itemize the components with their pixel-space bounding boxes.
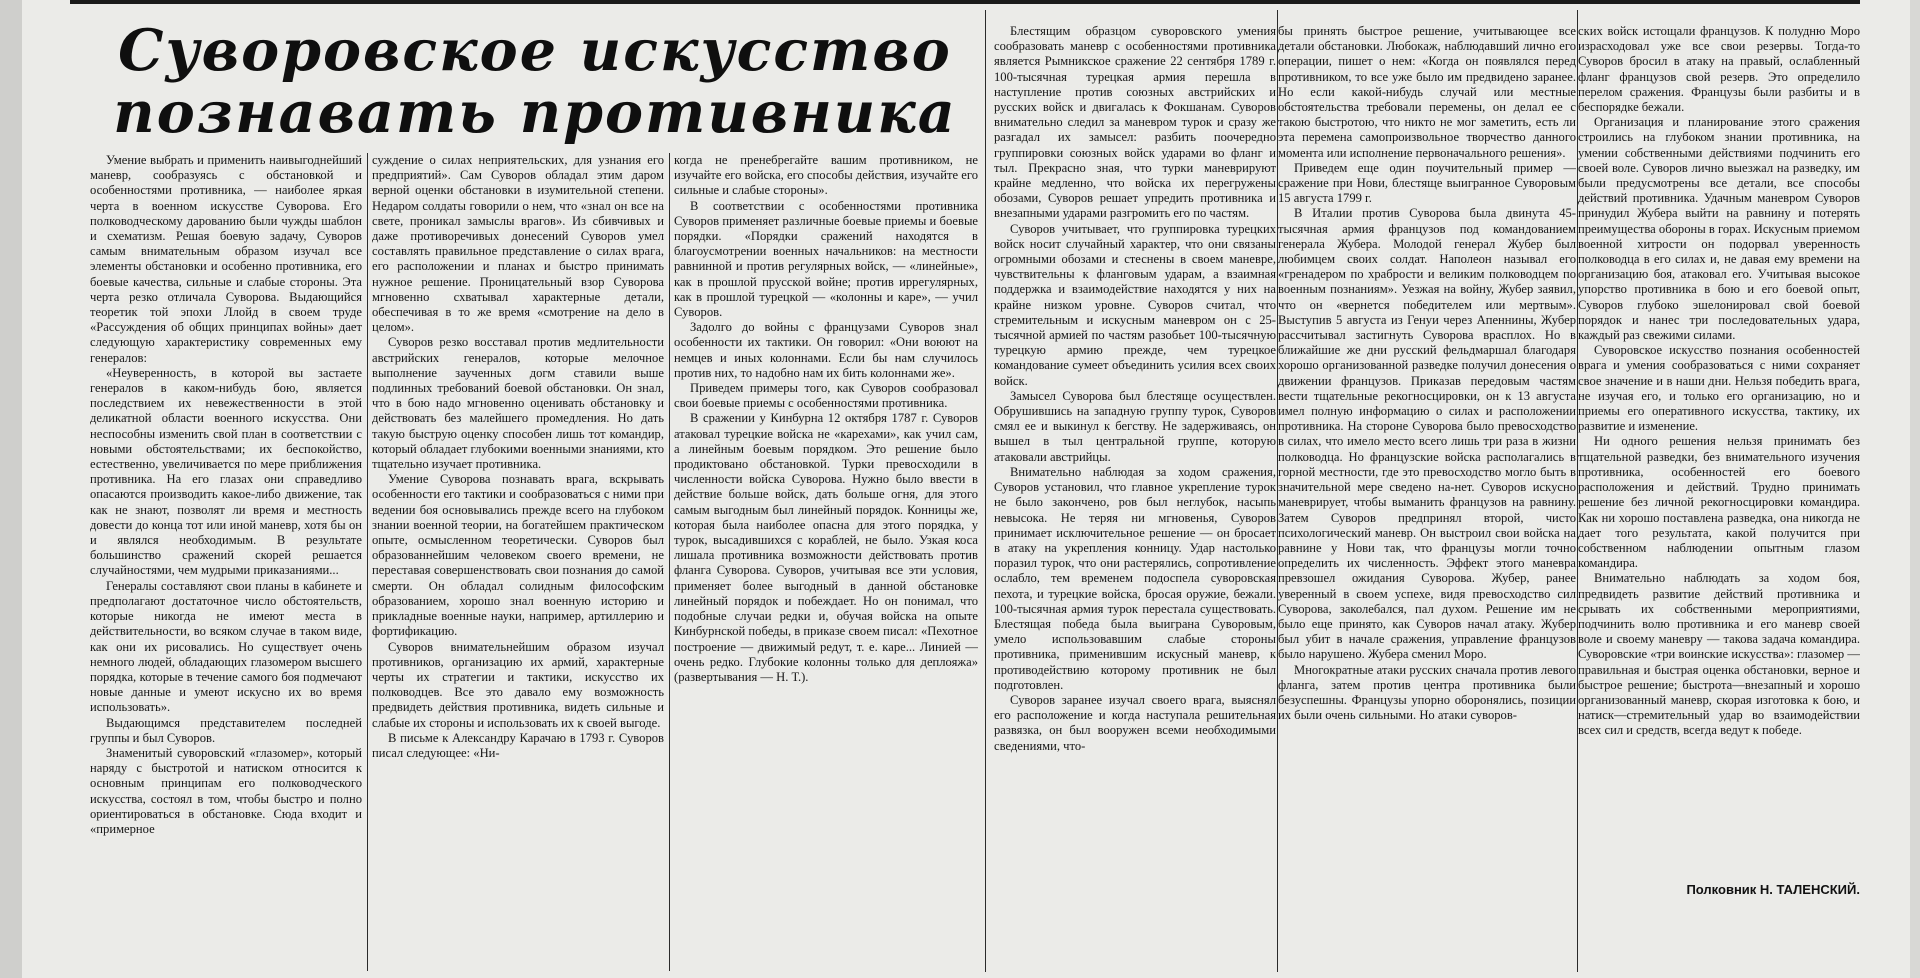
paragraph: В письме к Александру Карачаю в 1793 г. Суворов писал следующее: «Ни-: [372, 730, 664, 760]
paragraph: Организация и планирование этого сражения строились на глубоком знании противника, на умении собственными действиями подчинить его своей воле. Суворов лично выезжал на разведку, им были предусмотрены все детали, все способы действий противника. Удачным маневром Суворов принудил Жубера выйти на равнину и потерять преимущества обороны в горах. Искусным приемом военной хитрости он подорвал уверенность полководца в его силах и, не давая ему времени на организацию боя, атаковал его. Учитывая высокое упорство противника в бою и его боевой опыт, Суворов глубоко эшелонировал свой боевой порядок и нанес три последовательных удара, каждый раз свежими силами.: [1578, 115, 1860, 343]
column-rule: [669, 153, 670, 971]
page-edge-left: [0, 0, 22, 978]
paragraph: Суворов резко восставал против медлительности австрийских генералов, которые мелочное выполнение заученных догм ставили выше подлинных требований боевой обстановки. Он знал, что в бою надо мгновенно оценивать обстановку и действовать без малейшего промедления. Но дать такую быструю оценку способен лишь тот командир, который обладает глубокими военными знаниями, кто тщательно изучает противника.: [372, 335, 664, 472]
paragraph: Выдающимся представителем последней группы и был Суворов.: [90, 715, 362, 745]
paragraph: Внимательно наблюдать за ходом боя, предвидеть развитие действий противника и срывать их собственными мероприятиями, подчинить волю противника и его маневр своей воле и своему маневру — такова задача командира. Суворовские «три воинские искусства»: глазомер — правильная и быстрая оценка обстановки, верное и быстрое решение; быстрота—внезапный и хорошо организованный маневр, скорая изготовка к бою, и натиск—стремительный удар во взаимодействии всех сил и средств, всегда ведут к победе.: [1578, 571, 1860, 738]
paragraph: В соответствии с особенностями противника Суворов применяет различные боевые приемы и боевые порядки. «Порядки сражений находятся в благоусмотрении военных начальников: на местности равнинной и против регулярных войск, — «линейные», как в прошлой прусской войне; против иррегулярных, как в прошлой турецкой — «колонны и каре», — учил Суворов.: [674, 198, 978, 320]
author-signature: Полковник Н. ТАЛЕНСКИЙ.: [1686, 882, 1860, 897]
article-column-3: [674, 153, 978, 971]
paragraph: Приведем примеры того, как Суворов сообразовал свои боевые приемы с особенностями противника.: [674, 381, 978, 411]
column-rule: [367, 153, 368, 971]
article-headline: [95, 17, 975, 150]
paragraph: Суворовское искусство познания особенностей врага и умения сообразоваться с ними сохраняет свое значение и в наши дни. Нельзя победить врага, не изучая его, и только его организацию, но и приемы его оперативного искусства, тактику, их развитие и изменение.: [1578, 343, 1860, 434]
column-rule: [985, 10, 986, 972]
paragraph: «Неуверенность, в которой вы застаете генералов в каком-нибудь бою, является последствием их невежественности в этой деликатной области военного искусства. Они неспособны изменить свой план в соответствии с новыми обстоятельствами; их беспокойство, естественно, увеличивается по мере приближения противника. На его глазах они справедливо опасаются производить какое-либо движение, так как не знают, позволят ли время и местность довести до конца тот или иной маневр, хотя бы он и являлся необходимым. В результате большинство сражений скорей решается случайностями, чем мудрыми приказаниями...: [90, 365, 362, 578]
paragraph: Умение выбрать и применить наивыгоднейший маневр, сообразуясь с обстановкой и особенностями противника, — наиболее яркая черта в военном искусстве Суворова. Его полководческому дарованию были чужды шаблон и схематизм. Решая боевую задачу, Суворов самым внимательным образом изучал все элементы обстановки и особенно противника, его боевые качества, сильные и слабые стороны. Эта черта резко отличала Суворова. Выдающийся теоретик той эпохи Ллойд в своем труде «Рассуждения об общих принципах войны» дает следующую характеристику современных ему генералов:: [90, 153, 362, 365]
paragraph: Суворов внимательнейшим образом изучал противников, организацию их армий, характерные черты их стратегии и тактики, искусство их полководцев. Все это давало ему возможность предвидеть действия противника, видеть сильные и слабые их стороны и использовать их к своей выгоде.: [372, 639, 664, 730]
paragraph: Многократные атаки русских сначала против левого фланга, затем против центра противника были безуспешны. Французы упорно оборонялись, позиции их были очень сильными. Но атаки суворов-: [1278, 662, 1576, 723]
paragraph: Знаменитый суворовский «глазомер», который наряду с быстротой и натиском относится к основным принципам его полководческого искусства, состоял в том, чтобы быстро и полно ориентироваться в обстановке. Сюда входит и «примерное: [90, 745, 362, 836]
paragraph: Суворов заранее изучал своего врага, выяснял его расположение и когда наступала решительная развязка, он был вооружен всеми необходимыми сведениями, что-: [994, 692, 1276, 753]
paragraph: когда не пренебрегайте вашим противником, не изучайте его войска, его способы действия, изучайте его сильные и слабые стороны».: [674, 153, 978, 198]
headline-line-1: Суворовское искусство: [118, 17, 952, 84]
paragraph: Ни одного решения нельзя принимать без тщательной разведки, без внимательного изучения противника, особенностей его боевого расположения и действий. Трудно принимать решение без личной рекогносцировки командира. Как ни хорошо поставлена разведка, она никогда не дает того результата, какой получится при собственном наблюдении опытным глазом командира.: [1578, 434, 1860, 571]
headline-line-2: познавать противника: [113, 79, 957, 146]
paragraph: Суворов учитывает, что группировка турецких войск носит случайный характер, что они связаны огромными обозами и стеснены в своем маневре, чувствительны к фланговым ударам, а взаимная поддержка и взаимодействие находятся у них на крайне низком уровне. Суворов считал, что стремительным и искусным маневром он с 25-тысячной армией по частям разобьет 100-тысячную турецкую армию прежде, чем турецкое командование сумеет объединить усилия всех своих войск.: [994, 221, 1276, 388]
paragraph: Приведем еще один поучительный пример — сражение при Нови, блестяще выигранное Суворовым 15 августа 1799 г.: [1278, 160, 1576, 206]
paragraph: Умение Суворова познавать врага, вскрывать особенности его тактики и сообразоваться с ними при ведении боя основывались прежде всего на глубоком знании военной теории, на богатейшем практическом опыте, осмысленном теоретически. Суворов был образованнейшим человеком своего времени, не переставая совершенствовать свои познания до самой смерти. Он обладал солидным философским образованием, хорошо знал военную историю и прикладные военные науки, например, артиллерию и фортификацию.: [372, 472, 664, 639]
paragraph: Задолго до войны с французами Суворов знал особенности их тактики. Он говорил: «Они воюют на немцев и иных колоннами. Если бы нам случилось против них, то надобно нам их бить колоннами же».: [674, 320, 978, 380]
paragraph: Блестящим образцом суворовского умения сообразовать маневр с особенностями противника является Рымникское сражение 22 сентября 1789 г. 100-тысячная турецкая армия перешла в наступление против союзных австрийских и русских войск и двигалась к Фокшанам. Суворов внимательно следил за маневром турок и сразу же разгадал их замысел: разбить поочередно группировки союзных войск ударами во фланг и тыл. Прекрасно зная, что турки маневрируют крайне медленно, что войска их перегружены обозами, Суворов решает упредить противника и внезапными ударами разгромить его по частям.: [994, 24, 1276, 221]
paragraph: В Италии против Суворова была двинута 45-тысячная армия французов под командованием генерала Жубера. Молодой генерал Жубер был любимцем своих солдат. Наполеон называл его «гренадером по храбрости и великим полководцем по военным познаниям». Уезжая на войну, Жубер заявил, что он «вернется победителем или мертвым». Выступив 5 августа из Генуи через Апеннины, Жубер рассчитывал застигнуть Суворова врасплох. Но в ближайшие же дни русский фельдмаршал благодаря хорошо организованной разведке получил донесения о движении французов. Приказав передовым частям вести тщательные рекогносцировки, он к 13 августа имел полную информацию о силах и расположении противника. На стороне Суворова было превосходство в силах, что имело место всего лишь три раза в жизни полководца. Но французские войска располагались в горной местности, где это превосходство могло быть в значительной мере сведено на-нет. Суворов искусно маневрирует, чтобы выманить французов на равнину. Затем Суворов предпринял второй, чисто психологический маневр. Он выстроил свои войска на равнине у Нови так, что французы могли точно определить их численность. Эффект этого маневра превзошел ожидания Суворова. Жубер, ранее уверенный в своем успехе, видя превосходство сил Суворова, заколебался, пал духом. Решение им не было еще принято, как Суворов начал атаку. Жубер был убит в начале сражения, управление французов было нарушено. Жубера сменил Моро.: [1278, 206, 1576, 662]
paragraph: бы принять быстрое решение, учитывающее все детали обстановки. Любокаж, наблюдавший лично его операции, пишет о нем: «Когда он появлялся перед противником, то все уже было им предвидено заранее. Но если какой-нибудь случай или местные обстоятельства требовали перемены, он делал ее с такою быстротою, что никто не мог заметить, есть ли эта перемена самопроизвольное творчество данного момента или исполнение первоначального решения».: [1278, 24, 1576, 160]
paragraph: В сражении у Кинбурна 12 октября 1787 г. Суворов атаковал турецкие войска не «карехами», как учил сам, а линейным боевым порядком. Это решение было продиктовано обстановкой. Турки превосходили в численности войска Суворова. Нужно было ввести в действие больше войск, дать больше огня, для этого самым выгодным был линейный порядок. Конницы же, которая была наиболее опасна для этого порядка, у турок, высадившихся с кораблей, не было. Узкая коса лишала противника возможности действовать против фланга Суворова. Суворов, учитывая все эти условия, применяет более выгодный в данной обстановке линейный порядок и побеждает. Но он понимал, что подобные случаи редки и, обучая войска на опыте Кинбурнской победы, в приказе своем писал: «Пехотное построение — движимый редут, т. е. каре... Линией — очень редко. Глубокие колонны только для деплояжа» (развертывания — Н. Т.).: [674, 411, 978, 684]
paragraph: Генералы составляют свои планы в кабинете и предполагают достаточное число обстоятельств, которые никогда не имеют места в действительности, во всяком случае в таком виде, как они их рисовались. Но существует очень немного людей, обладающих глазомером высшего порядка, которые в течение самого боя подмечают новые данные и умеют искусно их во время использовать».: [90, 578, 362, 715]
article-column-4: [994, 24, 1276, 972]
paragraph: суждение о силах неприятельских, для узнания его предприятий». Сам Суворов обладал этим даром верной оценки обстановки в изумительной степени. Недаром солдаты говорили о нем, что «знал он все на свете, проникал замыслы врагов». Из сбивчивых и даже противоречивых донесений Суворов умел составлять правильное представление о силах врага, его расположении и планах и быстро принимать нужное решение. Проницательный взор Суворова мгновенно схватывал характерные детали, обеспечивая в то же время «смотрение на дело в целом».: [372, 153, 664, 335]
paragraph: Внимательно наблюдая за ходом сражения, Суворов установил, что главное укрепление турок не было закончено, ров был неглубок, насыпь невысока. Не теряя ни мгновенья, Суворов принимает исключительное решение — он бросает в атаку на укрепления конницу. Удар настолько поразил турок, что они растерялись, сопротивление ослабло, тем временем подоспела суворовская пехота, и турецкие войска, бросая оружие, бежали. 100-тысячная армия турок перестала существовать. Блестящая победа была выиграна Суворовым, умело использовавшим слабые стороны противника, применившим искусный маневр, к противодействию которому противник не был подготовлен.: [994, 464, 1276, 692]
article-column-1: [90, 153, 362, 971]
paragraph: Замысел Суворова был блестяще осуществлен. Обрушившись на западную группу турок, Суворов смял ее и выкинул к бегству. Не задерживаясь, он вышел в тыл центральной группе, которую атаковали австрийцы.: [994, 388, 1276, 464]
article-column-5: [1278, 24, 1576, 972]
paragraph: ских войск истощали французов. К полудню Моро израсходовал уже все свои резервы. Тогда-то Суворов бросил в атаку на правый, ослабленный фланг французов свой резерв. Это определило перелом сражения. Французы были разбиты и в беспорядке бежали.: [1578, 24, 1860, 115]
article-column-6: [1578, 24, 1860, 898]
page-edge-right: [1910, 0, 1920, 978]
top-rule: [70, 0, 1860, 4]
article-column-2: [372, 153, 664, 971]
